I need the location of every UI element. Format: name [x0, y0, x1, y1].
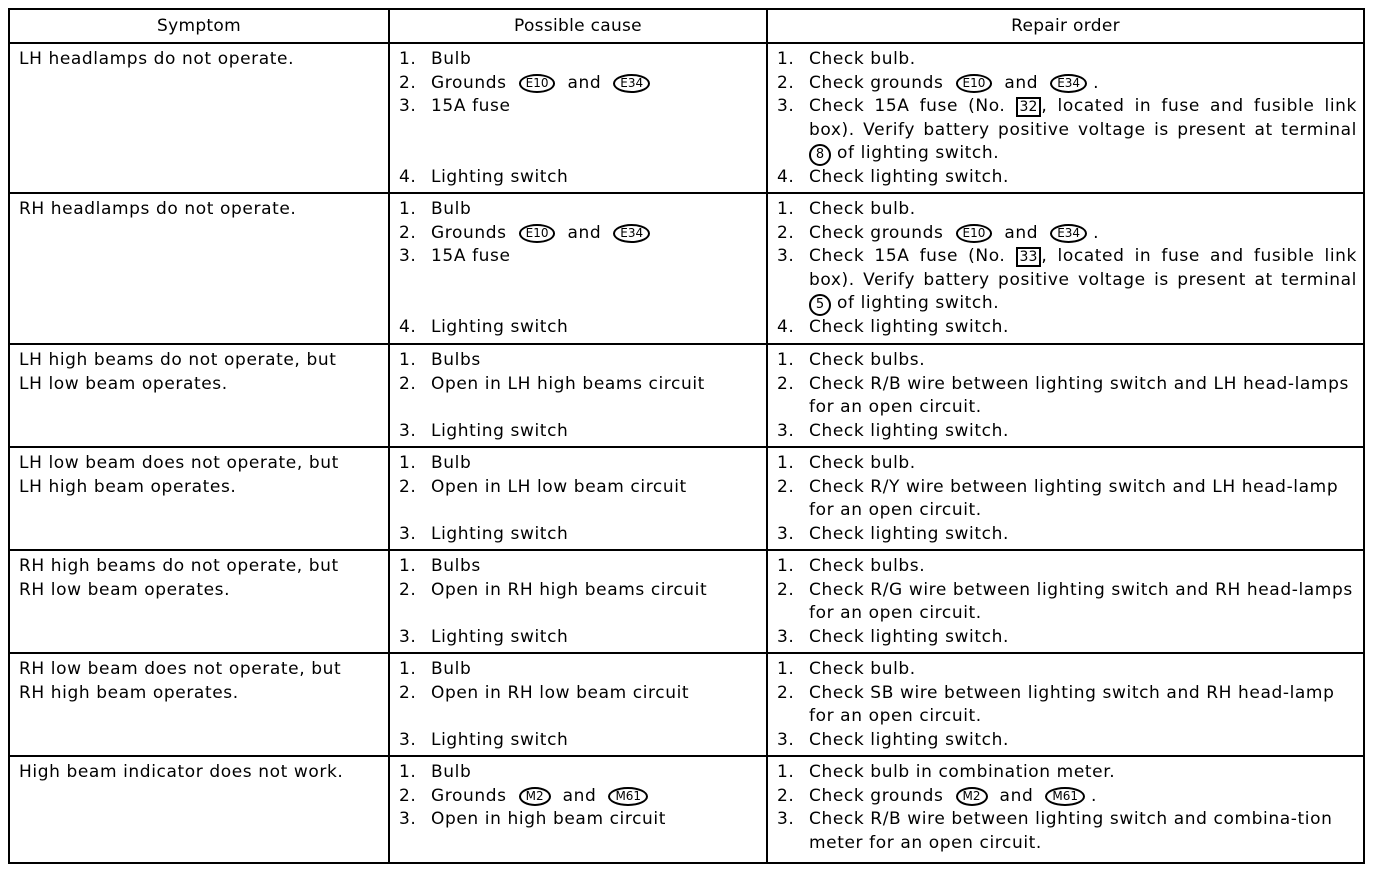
list-item: 2. Grounds E10 and E34: [399, 222, 760, 246]
repair-cell: [767, 193, 1364, 344]
connector-badge: E10: [519, 224, 556, 243]
list-item: 1. Check bulb.: [777, 49, 916, 69]
symptom-cell: [9, 43, 389, 193]
cause-cell: [389, 447, 767, 550]
symptom-cell: [9, 653, 389, 756]
symptom-cell: [9, 756, 389, 863]
table-row: [9, 653, 1364, 756]
symptom-text: LH low beam operates.: [19, 373, 228, 394]
list-item: 1. Check bulbs.: [777, 350, 926, 370]
list-item: 2. Check grounds E10 and E34 .: [777, 72, 1100, 93]
symptom-text: RH low beam operates.: [19, 579, 231, 600]
terminal-number-circle: 8: [809, 144, 831, 166]
connector-badge: E10: [956, 74, 993, 93]
cause-cell: [389, 653, 767, 756]
symptom-text: LH headlamps do not operate.: [19, 49, 295, 69]
list-item: 3. 15A fuse: [399, 246, 511, 267]
symptom-text: RH high beams do not operate, but: [19, 556, 339, 576]
list-item: 4. Lighting switch: [399, 316, 569, 337]
connector-badge: E34: [1050, 74, 1087, 93]
list-item: 2. Check R/Y wire between lighting switch and LH head-lamp for an open circuit.: [777, 476, 1339, 521]
repair-cell: [767, 550, 1364, 653]
list-item: 3. Open in high beam circuit: [399, 809, 667, 830]
list-item: 2. Open in RH low beam circuit: [399, 682, 690, 703]
connector-badge: M61: [1045, 787, 1085, 806]
list-item: 1. Bulbs: [399, 350, 481, 370]
list-item: 2. Check grounds M2 and M61 .: [777, 785, 1097, 806]
cause-cell: [389, 756, 767, 863]
list-item: 1. Bulb: [399, 659, 472, 679]
fuse-number-box: 32: [1016, 97, 1042, 117]
list-item: 2. Open in LH low beam circuit: [399, 476, 687, 497]
list-item: 2. Check SB wire between lighting switch and RH head-lamp for an open circuit.: [777, 682, 1335, 727]
list-item: 4. Check lighting switch.: [777, 167, 1009, 188]
list-item: 2. Grounds M2 and M61: [399, 785, 760, 809]
list-item: 3. Check lighting switch.: [777, 523, 1009, 544]
table-row: [9, 447, 1364, 550]
list-item: 2. Check grounds E10 and E34 .: [777, 222, 1100, 243]
list-item: 2. Check R/B wire between lighting switch and LH head-lamps for an open circuit.: [777, 373, 1349, 418]
symptom-text: High beam indicator does not work.: [19, 762, 344, 782]
connector-badge: E34: [1050, 224, 1087, 243]
symptom-cell: [9, 447, 389, 550]
table-row: [9, 550, 1364, 653]
list-item: 2. Check R/G wire between lighting switch and RH head-lamps for an open circuit.: [777, 579, 1353, 624]
symptom-text: LH high beam operates.: [19, 476, 237, 497]
list-item: 3. Check R/B wire between lighting switch and combina-tion meter for an open circuit.: [777, 809, 1333, 853]
symptom-text: LH low beam does not operate, but: [19, 453, 339, 473]
cause-cell: [389, 344, 767, 447]
cause-cell: [389, 43, 767, 193]
symptom-text: LH high beams do not operate, but: [19, 350, 337, 370]
terminal-number-circle: 5: [809, 294, 831, 316]
list-item: 2. Open in LH high beams circuit: [399, 373, 705, 394]
list-item: 3. Check lighting switch.: [777, 420, 1009, 441]
troubleshooting-table: [8, 8, 1365, 864]
list-item: 3. Check 15A fuse (No. 33 , located in fuse and fusible link box). Verify battery positive voltage is present at terminal 5 of lighting switch.: [777, 245, 1357, 316]
connector-badge: M61: [608, 787, 648, 806]
list-item: 3. Lighting switch: [399, 420, 569, 441]
list-item: 1. Check bulbs.: [777, 556, 926, 576]
list-item: 3. Check 15A fuse (No. 32 , located in fuse and fusible link box). Verify battery positive voltage is present at terminal 8 of lighting switch.: [777, 95, 1357, 166]
connector-badge: M2: [519, 787, 551, 806]
table-row: [9, 43, 1364, 193]
repair-cell: [767, 653, 1364, 756]
list-item: 2. Grounds E10 and E34: [399, 72, 760, 96]
repair-cell: [767, 447, 1364, 550]
list-item: 1. Bulbs: [399, 556, 481, 576]
symptom-text: RH low beam does not operate, but: [19, 659, 342, 679]
connector-badge: M2: [956, 787, 988, 806]
connector-badge: E10: [519, 74, 556, 93]
cause-cell: [389, 550, 767, 653]
list-item: 4. Check lighting switch.: [777, 317, 1009, 338]
header-repair-order: Repair order: [767, 9, 1364, 43]
list-item: 1. Check bulb.: [777, 659, 916, 679]
connector-badge: E10: [956, 224, 993, 243]
symptom-cell: [9, 550, 389, 653]
table-row: [9, 756, 1364, 863]
repair-cell: [767, 344, 1364, 447]
connector-badge: E34: [613, 74, 650, 93]
list-item: 3. Check lighting switch.: [777, 626, 1009, 647]
list-item: 3. Lighting switch: [399, 626, 569, 647]
connector-badge: E34: [613, 224, 650, 243]
symptom-cell: [9, 344, 389, 447]
list-item: 3. Lighting switch: [399, 523, 569, 544]
fuse-number-box: 33: [1016, 247, 1042, 267]
list-item: 3. Lighting switch: [399, 729, 569, 750]
header-symptom: Symptom: [9, 9, 389, 43]
header-row: [9, 9, 1364, 43]
header-possible-cause: Possible cause: [389, 9, 767, 43]
list-item: 1. Check bulb in combination meter.: [777, 762, 1116, 782]
repair-cell: [767, 43, 1364, 193]
list-item: 2. Open in RH high beams circuit: [399, 579, 708, 600]
symptom-text: RH high beam operates.: [19, 682, 239, 703]
table-row: [9, 193, 1364, 344]
list-item: 3. Check lighting switch.: [777, 729, 1009, 750]
symptom-text: RH headlamps do not operate.: [19, 199, 297, 219]
repair-cell: [767, 756, 1364, 863]
list-item: 1. Bulb: [399, 49, 472, 69]
list-item: 1. Check bulb.: [777, 199, 916, 219]
cause-cell: [389, 193, 767, 344]
list-item: 1. Bulb: [399, 453, 472, 473]
list-item: 1. Bulb: [399, 199, 472, 219]
list-item: 4. Lighting switch: [399, 166, 569, 187]
list-item: 1. Check bulb.: [777, 453, 916, 473]
table-row: [9, 344, 1364, 447]
list-item: 1. Bulb: [399, 762, 472, 782]
symptom-cell: [9, 193, 389, 344]
list-item: 3. 15A fuse: [399, 96, 511, 117]
